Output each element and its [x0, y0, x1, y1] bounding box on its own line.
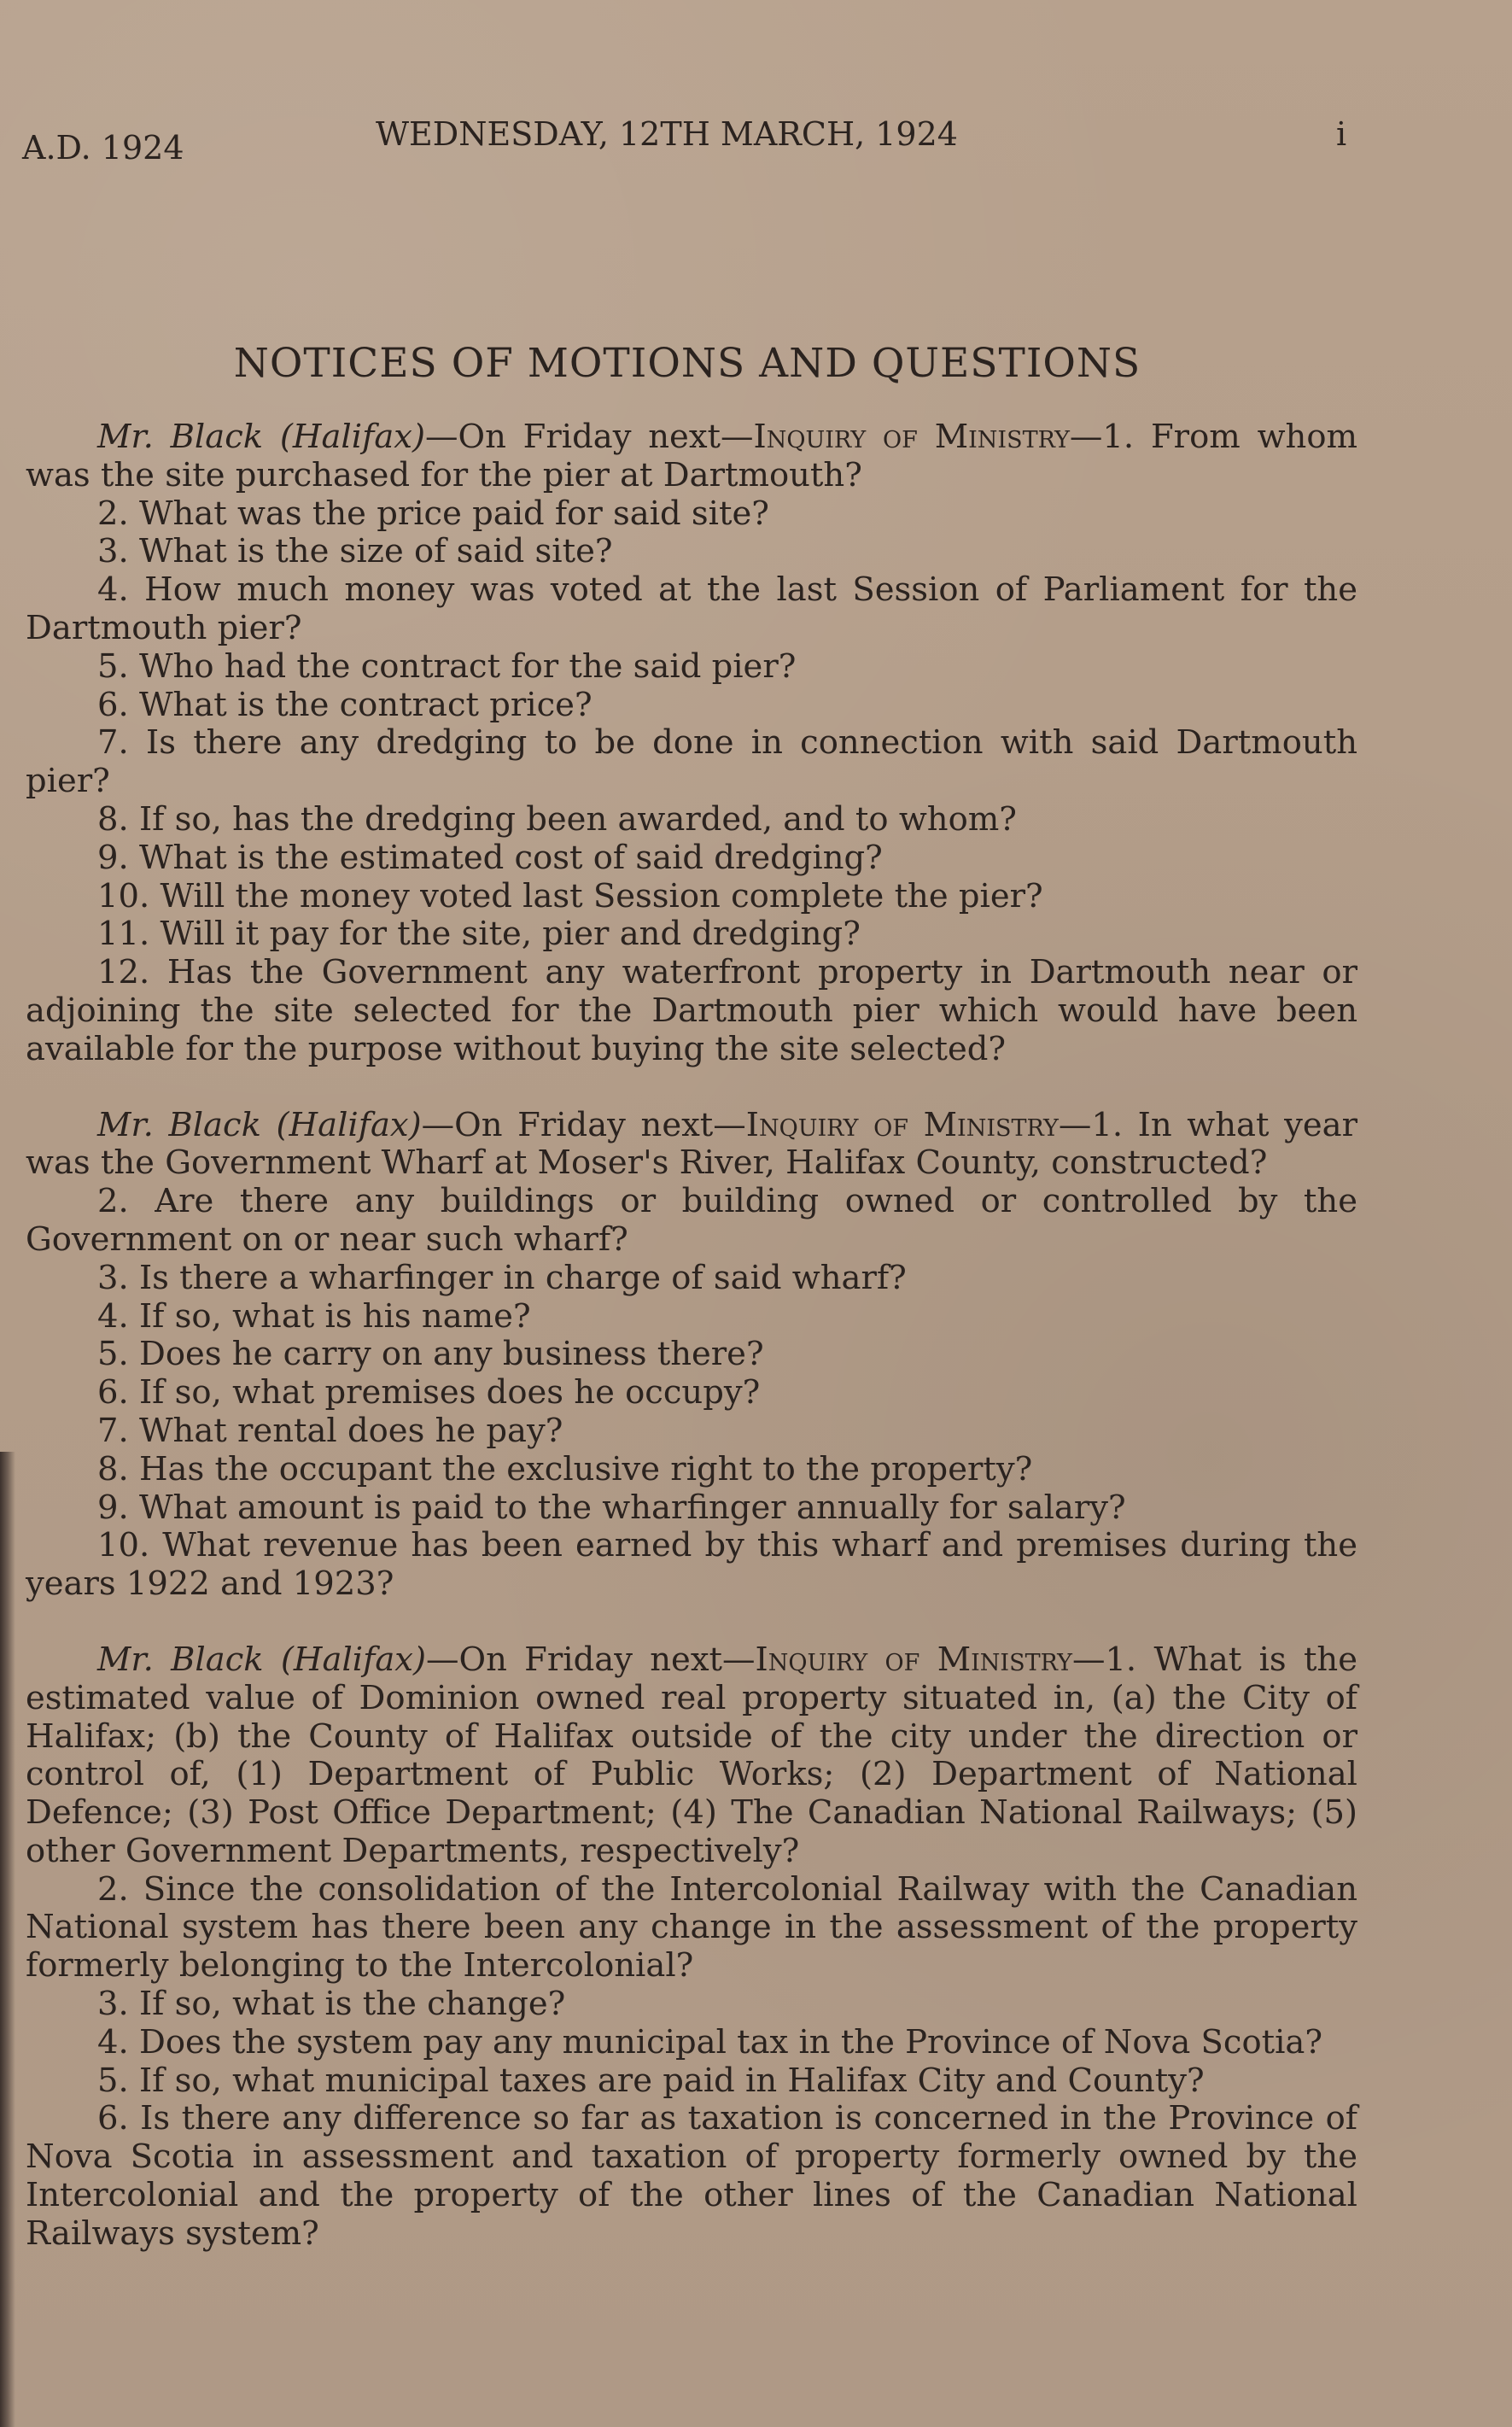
- question: 10. Will the money voted last Session complete the pier?: [97, 876, 1043, 915]
- question: 5. If so, what municipal taxes are paid in Halifax City and County?: [97, 2061, 1205, 2100]
- question: 9. What is the estimated cost of said dredging?: [97, 838, 883, 877]
- question: 2. Are there any buildings or building owned or controlled by the Government on or near such wharf?: [26, 1182, 1357, 1259]
- question: 6. If so, what premises does he occupy?: [97, 1373, 761, 1412]
- member-name: Mr. Black (Halifax): [97, 1640, 427, 1679]
- question: 8. If so, has the dredging been awarded, and to whom?: [97, 799, 1017, 839]
- inquiry-label: Inquiry of Ministry: [755, 1640, 1072, 1679]
- question: 3. If so, what is the change?: [97, 1985, 566, 2024]
- header-date: WEDNESDAY, 12TH MARCH, 1924: [376, 115, 958, 153]
- question: 12. Has the Government any waterfront property in Dartmouth near or adjoining the site selected for the Dartmouth pier which would have been available for the purpose without buying the site selected?: [26, 953, 1357, 1068]
- question: 6. What is the contract price?: [97, 685, 593, 724]
- motion-2: [26, 1107, 1357, 1604]
- page-title: NOTICES OF MOTIONS AND QUESTIONS: [233, 340, 1141, 387]
- question: 6. Is there any difference so far as taxation is concerned in the Province of Nova Scotia in assessment and taxation of property formerly owned by the Intercolonial and the property of the other lines of the Canadian National Railways system?: [26, 2099, 1357, 2253]
- question: 9. What amount is paid to the wharfinger annually for salary?: [97, 1488, 1126, 1527]
- question: 2. What was the price paid for said site?: [97, 494, 769, 533]
- motion-3-intro: Mr. Black (Halifax)—On Friday next—Inquiry of Ministry—1. What is the estimated value of Dominion owned real property situated in, (a) the City of Halifax; (b) the County of Halifax outside of the city under the direction or control of, (1) Department of Public Works; (2) Department of National Defence; (3) Post Office Department; (4) The Canadian National Railways; (5) other Government Departments, respectively?: [26, 1640, 1357, 1870]
- question: 11. Will it pay for the site, pier and dredging?: [97, 915, 861, 954]
- question: 1. From whom was the site purchased for the pier at Dartmouth?: [26, 418, 1357, 494]
- motion-1: [26, 418, 1357, 1069]
- question: 3. What is the size of said site?: [97, 532, 613, 571]
- page-spine-shadow: [0, 1452, 15, 2427]
- question: 4. How much money was voted at the last Session of Parliament for the Dartmouth pier?: [26, 570, 1357, 647]
- question: 4. Does the system pay any municipal tax in the Province of Nova Scotia?: [97, 2022, 1323, 2061]
- member-name: Mr. Black (Halifax): [97, 1105, 422, 1144]
- header-year: A.D. 1924: [22, 129, 184, 167]
- motion-3: [26, 1641, 1357, 2254]
- inquiry-label: Inquiry of Ministry: [753, 418, 1070, 456]
- member-name: Mr. Black (Halifax): [97, 418, 425, 456]
- header-page-number: i: [1336, 115, 1347, 153]
- inquiry-label: Inquiry of Ministry: [745, 1105, 1059, 1144]
- question: 5. Does he carry on any business there?: [97, 1335, 764, 1374]
- question: 3. Is there a wharfinger in charge of said wharf?: [97, 1258, 907, 1297]
- question: 2. Since the consolidation of the Intercolonial Railway with the Canadian National system has there been any change in the assessment of the property formerly belonging to the Intercolonial?: [26, 1869, 1357, 1985]
- question: 1. What is the estimated value of Dominion owned real property situated in, (a) the City of Halifax; (b) the County of Halifax outside of the city under the direction or control of, (1) Department of Public Works; (2) Department of National Defence; (3) Post Office Department; (4) The Canadian National Railways; (5) other Government Departments, respectively?: [26, 1640, 1357, 1870]
- motion-2-intro: Mr. Black (Halifax)—On Friday next—Inquiry of Ministry—1. In what year was the Government Wharf at Moser's River, Halifax County, constructed?: [26, 1105, 1357, 1183]
- question: 8. Has the occupant the exclusive right to the property?: [97, 1449, 1033, 1488]
- motion-1-intro: Mr. Black (Halifax)—On Friday next—Inquiry of Ministry—1. From whom was the site purchased for the pier at Dartmouth?: [26, 418, 1357, 494]
- question: 4. If so, what is his name?: [97, 1296, 531, 1336]
- question: 7. Is there any dredging to be done in connection with said Dartmouth pier?: [26, 723, 1357, 801]
- question: 5. Who had the contract for the said pier?: [97, 646, 797, 686]
- question: 7. What rental does he pay?: [97, 1411, 563, 1450]
- question: 1. In what year was the Government Wharf at Moser's River, Halifax County, constructed?: [26, 1105, 1357, 1183]
- motions-body: [26, 418, 1357, 2291]
- page-header: [0, 115, 1512, 167]
- question: 10. What revenue has been earned by this wharf and premises during the years 1922 and 1923?: [26, 1526, 1357, 1604]
